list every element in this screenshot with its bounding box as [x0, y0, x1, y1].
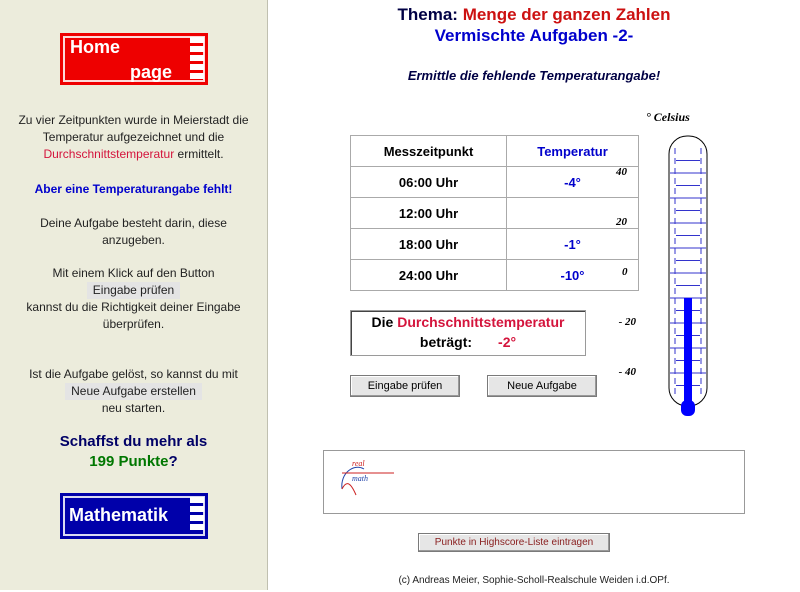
check-line-3: überprüfen.: [102, 317, 165, 331]
thermometer-scale-label: - 40: [618, 366, 636, 378]
thermometer-unit: ° Celsius: [646, 110, 690, 124]
table-row: [351, 198, 639, 229]
stripes-icon: [190, 37, 204, 82]
intro-line-3-rest: ermittelt.: [174, 147, 224, 161]
stripes-icon: [190, 497, 204, 533]
missing-notice: Aber eine Temperaturangabe fehlt!: [34, 182, 233, 196]
average-line-2: [351, 334, 585, 350]
intro-line-2: Temperatur aufgezeichnet und die: [42, 130, 225, 144]
table-row: [351, 167, 639, 198]
intro-line-3: [0, 146, 267, 163]
check-input-button[interactable]: Eingabe prüfen: [350, 375, 460, 397]
thermometer-scale-label: 0: [622, 266, 628, 278]
intro-line-1: Zu vier Zeitpunkten wurde in Meierstadt die: [18, 113, 249, 127]
intro-highlight: Durchschnittstemperatur: [43, 147, 175, 161]
new-task-button[interactable]: Neue Aufgabe: [487, 375, 597, 397]
new-task-text: [0, 366, 267, 417]
sidebar: [0, 0, 268, 590]
logo-text-math: math: [352, 474, 368, 483]
score-question: [0, 432, 267, 472]
average-box: [350, 310, 586, 356]
header-temperature: Temperatur: [507, 136, 639, 167]
new-task-button-reference: Neue Aufgabe erstellen: [65, 383, 202, 400]
average-word: Durchschnittstemperatur: [397, 314, 565, 330]
instruction: Ermittle die fehlende Temperaturangabe!: [407, 68, 661, 83]
score-points: 199 Punkte: [89, 453, 169, 470]
new-line-2: neu starten.: [101, 401, 166, 415]
row-temperature: -1°: [507, 229, 639, 260]
thermometer-scale-label: - 20: [618, 316, 636, 328]
mathematik-button[interactable]: [60, 493, 208, 539]
homepage-button[interactable]: [60, 33, 208, 85]
title-label: Thema:: [397, 5, 463, 24]
row-time: 24:00 Uhr: [351, 260, 507, 291]
check-button-reference: Eingabe prüfen: [87, 282, 180, 299]
check-line-1: Mit einem Klick auf den Button: [52, 266, 215, 280]
realmath-logo-panel: [323, 450, 745, 514]
thermometer-mercury: [684, 298, 692, 404]
new-line-1: Ist die Aufgabe gelöst, so kannst du mit: [29, 367, 238, 381]
thermometer-graphic: [608, 108, 728, 428]
mathematik-label: Mathematik: [69, 505, 169, 525]
homepage-label-line1: Home: [70, 37, 121, 57]
realmath-logo-icon: [328, 455, 408, 503]
temperature-table: [350, 135, 639, 291]
row-time: 12:00 Uhr: [351, 198, 507, 229]
average-prefix: Die: [371, 314, 398, 330]
main-content: [268, 0, 800, 592]
score-line-1: Schaffst du mehr als: [59, 433, 208, 450]
task-text: [0, 215, 267, 249]
header-time: Messzeitpunkt: [351, 136, 507, 167]
average-line-1: [351, 314, 585, 330]
title-topic: Menge der ganzen Zahlen: [462, 5, 671, 24]
thermometer-scale-label: 40: [616, 166, 627, 178]
average-value: -2°: [498, 334, 517, 350]
thermometer: [608, 108, 728, 428]
check-text: [0, 265, 267, 333]
row-time: 18:00 Uhr: [351, 229, 507, 260]
table-header-row: [351, 136, 639, 167]
thermometer-scale-label: 20: [616, 216, 627, 228]
highscore-button[interactable]: Punkte in Highscore-Liste eintragen: [418, 533, 610, 552]
average-label: beträgt:: [419, 334, 473, 350]
logo-text-real: real: [352, 459, 365, 468]
task-line-2: anzugeben.: [102, 233, 165, 247]
copyright: (c) Andreas Meier, Sophie-Scholl-Realschule Weiden i.d.OPf.: [398, 575, 670, 586]
row-temperature: -4°: [507, 167, 639, 198]
intro-text: [0, 112, 267, 163]
table-row: [351, 260, 639, 291]
row-temperature: -10°: [507, 260, 639, 291]
row-time: 06:00 Uhr: [351, 167, 507, 198]
page-title: [268, 5, 800, 25]
thermometer-bulb: [681, 400, 695, 416]
table-row: [351, 229, 639, 260]
check-line-2: kannst du die Richtigkeit deiner Eingabe: [26, 300, 241, 314]
task-line-1: Deine Aufgabe besteht darin, diese: [40, 216, 227, 230]
page-subtitle: Vermischte Aufgaben -2-: [434, 26, 634, 45]
score-question-mark: ?: [168, 453, 178, 470]
homepage-label-line2: page: [130, 62, 173, 82]
